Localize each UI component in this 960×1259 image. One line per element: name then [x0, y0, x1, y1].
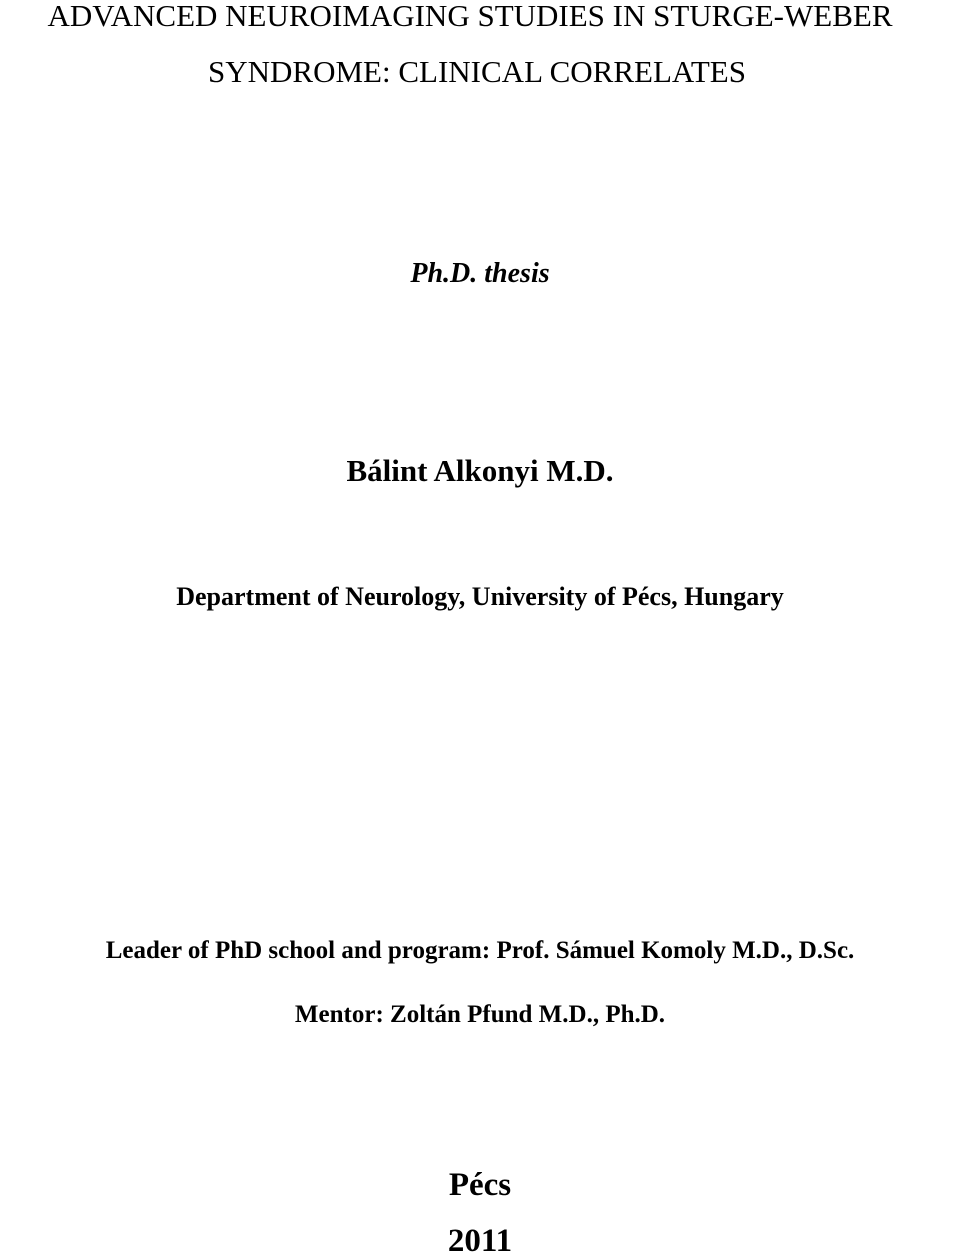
publication-city: Pécs: [448, 1167, 512, 1203]
document-title-line-1: ADVANCED NEUROIMAGING STUDIES IN STURGE-WEBER: [47, 0, 893, 33]
mentor-name: Mentor: Zoltán Pfund M.D., Ph.D.: [294, 1001, 666, 1028]
document-title-line-2: SYNDROME: CLINICAL CORRELATES: [208, 54, 746, 89]
thesis-type: Ph.D. thesis: [410, 258, 550, 289]
publication-year: 2011: [447, 1223, 513, 1259]
department-affiliation: Department of Neurology, University of Pécs, Hungary: [176, 582, 784, 611]
author-name: Bálint Alkonyi M.D.: [346, 453, 614, 488]
phd-school-leader: Leader of PhD school and program: Prof. Sámuel Komoly M.D., D.Sc.: [105, 937, 855, 964]
